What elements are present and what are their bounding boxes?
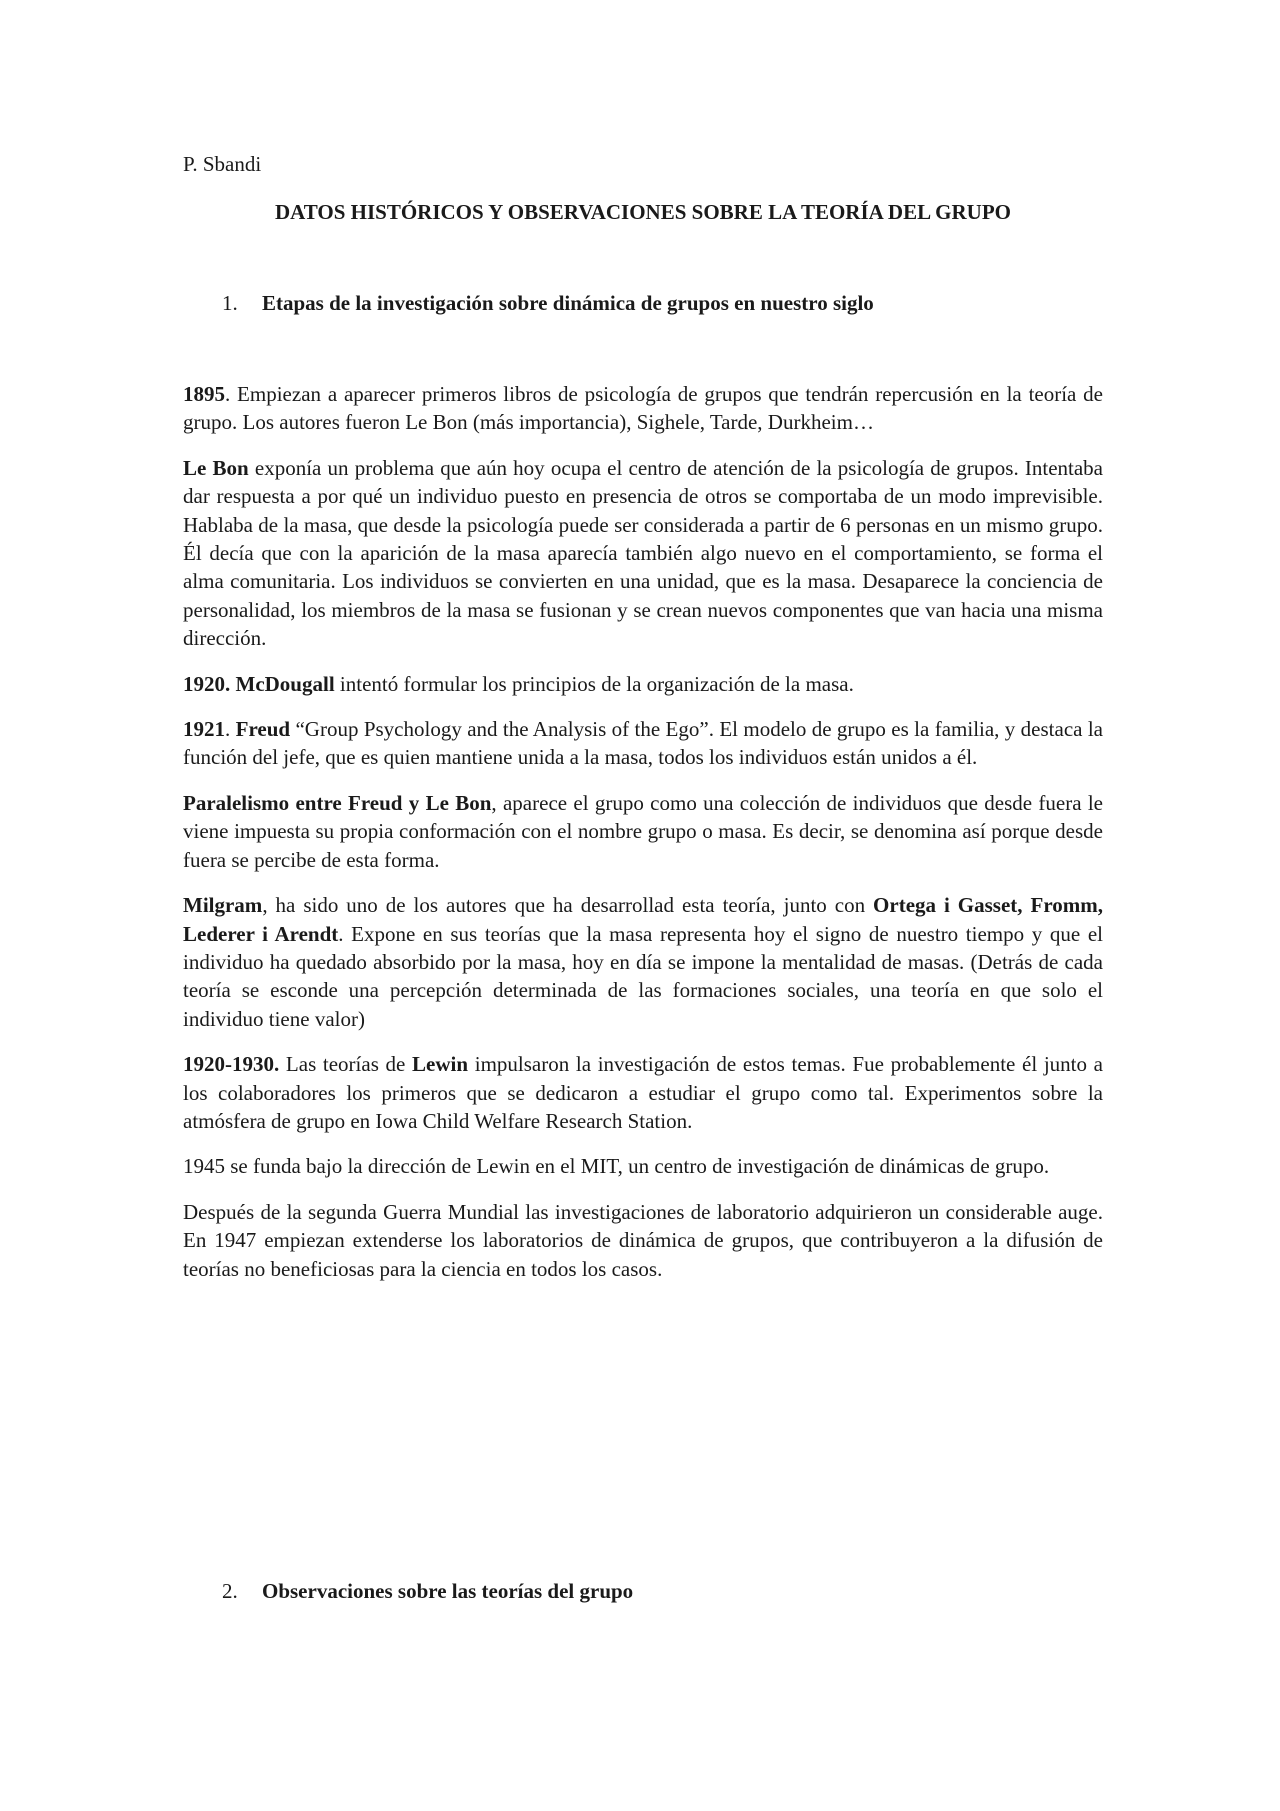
paragraph-text: , ha sido uno de los autores que ha desarrollad esta teoría, junto con bbox=[262, 893, 874, 918]
paragraph-bold: 1895 bbox=[183, 382, 225, 406]
paragraph-bold: Milgram bbox=[183, 893, 263, 918]
section-1-body bbox=[183, 380, 1103, 1300]
section-title: Observaciones sobre las teorías del grupo bbox=[262, 1579, 634, 1603]
paragraph-1945-mit bbox=[183, 1152, 1103, 1180]
section-number: 1. bbox=[222, 291, 238, 315]
paragraph-bold: Paralelismo entre Freud y Le Bon bbox=[183, 790, 492, 815]
paragraph-text: , aparece el grupo como una colección de individuos que desde fuera le viene impuesta su propia conformación con el nombre grupo o masa. Es decir, se denomina así porque desde fuera se percibe de esta forma. bbox=[183, 790, 1103, 872]
paragraph-bold: Le Bon bbox=[183, 455, 249, 480]
paragraph-bold: 1920. McDougall bbox=[183, 671, 335, 696]
paragraph-1920-1930-lewin bbox=[183, 1050, 1103, 1135]
paragraph-text: Las teorías de bbox=[279, 1052, 413, 1077]
paragraph-1895 bbox=[183, 380, 1103, 437]
paragraph-text: . Expone en sus teorías que la masa representa hoy el signo de nuestro tiempo y que el individuo ha quedado absorbido por la masa, hoy en día se impone la mentalidad de masas. (Detrás de cada teoría se esconde una percepción determinada de las formaciones sociales, una teoría en que solo el individuo tiene valor) bbox=[183, 921, 1103, 1031]
paragraph-text: . bbox=[225, 717, 236, 742]
paragraph-bold: 1920-1930. bbox=[183, 1052, 280, 1077]
paragraph-text: . Empiezan a aparecer primeros libros de psicología de grupos que tendrán repercusión en la teoría de grupo. Los autores fueron Le Bon (más importancia), Sighele, Tarde, Durkheim… bbox=[183, 382, 1103, 435]
paragraph-le-bon bbox=[183, 454, 1103, 653]
section-title: Etapas de la investigación sobre dinámica de grupos en nuestro siglo bbox=[262, 291, 874, 315]
section-heading-2 bbox=[222, 1577, 633, 1605]
paragraph-text: 1945 se funda bajo la dirección de Lewin en el MIT, un centro de investigación de dinámicas de grupo. bbox=[183, 1154, 1050, 1179]
paragraph-text: impulsaron la investigación de estos temas. Fue probablemente él junto a los colaboradores los primeros que se dedicaron a estudiar el grupo como tal. Experimentos sobre la atmósfera de grupo en Iowa Child Welfare Research Station. bbox=[183, 1052, 1103, 1133]
paragraph-text: “Group Psychology and the Analysis of the Ego”. El modelo de grupo es la familia, y destaca la función del jefe, que es quien mantiene unida a la masa, todos los individuos están unidos a él. bbox=[183, 717, 1104, 770]
paragraph-text: intentó formular los principios de la organización de la masa. bbox=[334, 671, 854, 696]
paragraph-bold: Freud bbox=[235, 717, 291, 742]
paragraph-milgram bbox=[183, 891, 1103, 1033]
paragraph-text: Después de la segunda Guerra Mundial las investigaciones de laboratorio adquirieron un considerable auge. En 1947 empiezan extenderse los laboratorios de dinámica de grupos, que contribuyeron a la difusión de teorías no beneficiosas para la ciencia en todos los casos. bbox=[183, 1199, 1103, 1281]
section-heading-1 bbox=[222, 289, 874, 317]
paragraph-postwar bbox=[183, 1198, 1103, 1283]
paragraph-bold: Ortega i Gasset, Fromm, Lederer i Arendt bbox=[183, 893, 1104, 946]
paragraph-text: exponía un problema que aún hoy ocupa el centro de atención de la psicología de grupos. Intentaba dar respuesta a por qué un individuo puesto en presencia de otros se comportaba de un modo imprevisible. Hablaba de la masa, que desde la psicología puede ser considerada a partir de 6 personas en un mismo grupo. Él decía que con la aparición de la masa aparecía también algo nuevo en el comportamiento, se forma el alma comunitaria. Los individuos se convierten en una unidad, que es la masa. Desaparece la conciencia de personalidad, los miembros de la masa se fusionan y se crean nuevos componentes que van hacia una misma dirección. bbox=[183, 455, 1104, 651]
paragraph-1921-freud bbox=[183, 715, 1103, 772]
author-name: P. Sbandi bbox=[183, 152, 262, 176]
paragraph-paralelismo bbox=[183, 789, 1103, 874]
paragraph-bold: Lewin bbox=[412, 1052, 469, 1077]
section-number: 2. bbox=[222, 1579, 238, 1603]
paragraph-1920-mcdougall bbox=[183, 670, 1103, 698]
paragraph-bold: 1921 bbox=[183, 717, 225, 742]
document-title: DATOS HISTÓRICOS Y OBSERVACIONES SOBRE LA TEORÍA DEL GRUPO bbox=[274, 200, 1012, 224]
